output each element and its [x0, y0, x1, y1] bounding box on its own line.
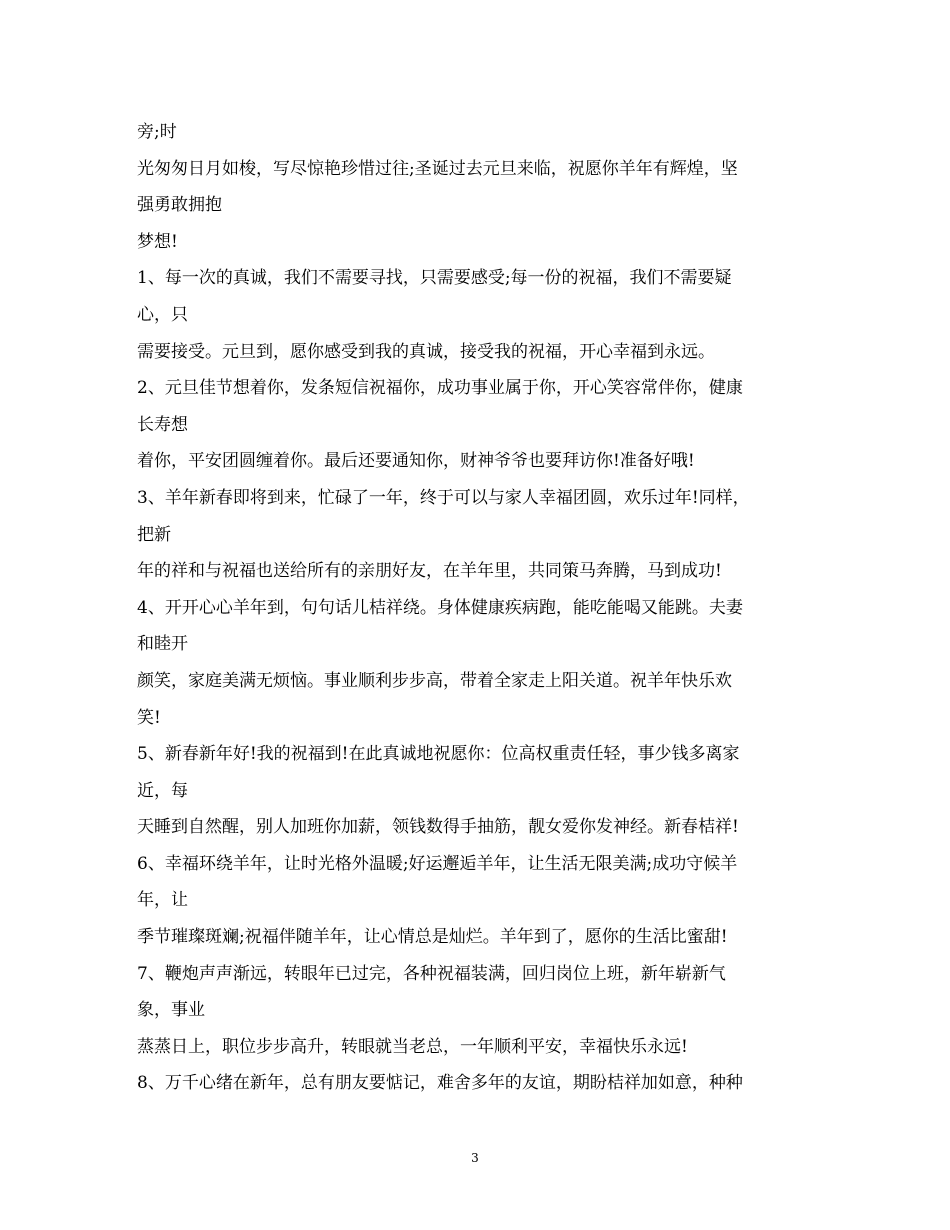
text-line: 蒸蒸日上，职位步步高升，转眼就当老总，一年顺利平安，幸福快乐永远!: [137, 1036, 688, 1057]
text-line: 7、鞭炮声声渐远，转眼年已过完，各种祝福装满，回归岗位上班，新年崭新气: [137, 963, 726, 984]
text-line: 1、每一次的真诚，我们不需要寻找，只需要感受;每一份的祝福，我们不需要疑: [137, 268, 732, 289]
text-line: 天睡到自然醒，别人加班你加薪，领钱数得手抽筋，靓女爱你发神经。新春桔祥!: [137, 817, 739, 838]
text-line: 旁;时: [137, 122, 177, 142]
text-line: 强勇敢拥抱: [137, 195, 222, 216]
text-line: 和睦开: [137, 634, 188, 655]
text-line: 着你，平安团圆缠着你。最后还要通知你，财神爷爷也要拜访你!准备好哦!: [137, 451, 695, 472]
text-line: 4、开开心心羊年到，句句话儿桔祥绕。身体健康疾病跑，能吃能喝又能跳。夫妻: [137, 597, 743, 618]
text-line: 5、新春新年好!我的祝福到!在此真诚地祝愿你：位高权重责任轻，事少钱多离家: [137, 744, 740, 765]
text-line: 近，每: [137, 780, 188, 801]
text-line: 颜笑，家庭美满无烦恼。事业顺利步步高，带着全家走上阳关道。祝羊年快乐欢: [137, 670, 732, 691]
text-line: 2、元旦佳节想着你，发条短信祝福你，成功事业属于你，开心笑容常伴你，健康: [137, 378, 743, 399]
text-line: 季节璀璨斑斓;祝福伴随羊年，让心情总是灿烂。羊年到了，愿你的生活比蜜甜!: [137, 927, 728, 948]
text-line: 3、羊年新春即将到来，忙碌了一年，终于可以与家人幸福团圆，欢乐过年!同样，: [137, 487, 750, 508]
text-line: 梦想!: [137, 231, 178, 252]
text-line: 心，只: [137, 304, 188, 325]
text-line: 笑!: [137, 707, 161, 728]
text-line: 长寿想: [137, 414, 188, 435]
text-line: 年，让: [137, 890, 188, 911]
text-line: 8、万千心绪在新年，总有朋友要惦记，难舍多年的友谊，期盼桔祥加如意，种种: [137, 1073, 743, 1094]
text-line: 把新: [137, 524, 171, 545]
text-line: 年的祥和与祝福也送给所有的亲朋好友，在羊年里，共同策马奔腾，马到成功!: [137, 561, 722, 582]
body-text: [137, 114, 827, 1102]
text-line: 需要接受。元旦到，愿你感受到我的真诚，接受我的祝福，开心幸福到永远。: [137, 341, 715, 362]
text-line: 象，事业: [137, 1000, 205, 1021]
text-line: 光匆匆日月如梭，写尽惊艳珍惜过往;圣诞过去元旦来临，祝愿你羊年有辉煌，坚: [137, 158, 738, 179]
text-line: 6、幸福环绕羊年，让时光格外温暖;好运邂逅羊年，让生活无限美满;成功守候羊: [137, 853, 738, 874]
page-number: 3: [471, 1151, 479, 1165]
